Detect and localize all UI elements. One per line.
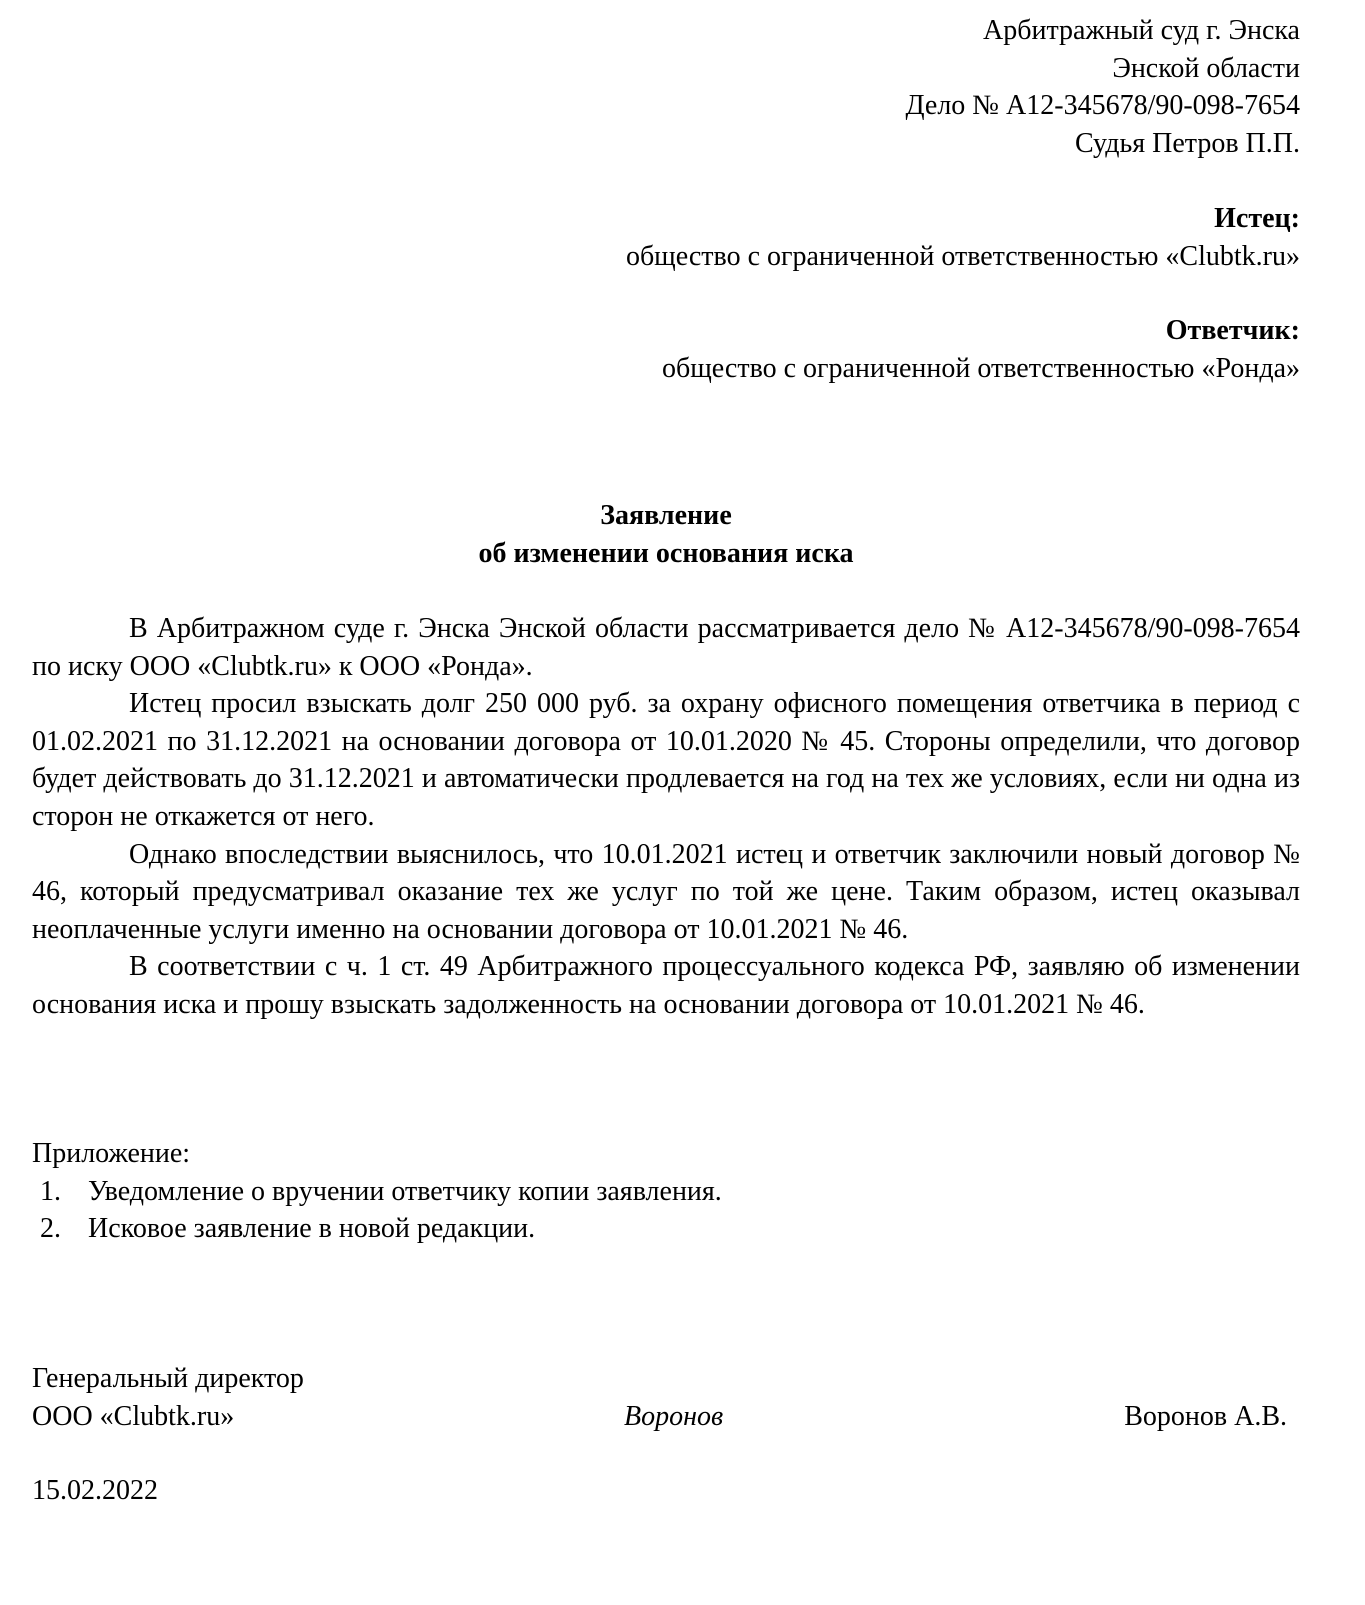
- case-number: Дело № А12-345678/90-098-7654: [905, 90, 1300, 122]
- list-item: [32, 1173, 722, 1211]
- defendant-label: Ответчик:: [1165, 315, 1300, 346]
- document-date: 15.02.2022: [32, 1475, 158, 1506]
- signer-name: Воронов А.В.: [1124, 1401, 1287, 1432]
- signer-position: Генеральный директор: [32, 1363, 304, 1394]
- paragraph: В Арбитражном суде г. Энска Энской области рассматривается дело № А12-345678/90-098-7654 по иску ООО «Clubtk.ru» к ООО «Ронда».: [32, 613, 1300, 682]
- document-title: [0, 497, 1332, 572]
- signer-company: ООО «Clubtk.ru»: [32, 1401, 235, 1432]
- title-line-1: Заявление: [600, 500, 732, 531]
- defendant-block: [662, 312, 1300, 387]
- court-region: Энской области: [1112, 52, 1300, 84]
- court-header: [905, 12, 1300, 162]
- handwritten-signature: Воронов: [624, 1401, 724, 1432]
- plaintiff-label: Истец:: [1214, 203, 1300, 234]
- judge-name: Судья Петров П.П.: [1075, 127, 1300, 159]
- list-text: Уведомление о вручении ответчику копии заявления.: [88, 1175, 722, 1207]
- title-line-2: об изменении основания иска: [478, 537, 854, 569]
- document-body: [32, 610, 1300, 1024]
- plaintiff-block: [626, 200, 1300, 275]
- list-number: 1.: [40, 1175, 61, 1207]
- plaintiff-name: общество с ограниченной ответственностью «Clubtk.ru»: [625, 240, 1300, 272]
- paragraph: Истец просил взыскать долг 250 000 руб. за охрану офисного помещения ответчика в период с 01.02.2021 по 31.12.2021 на основании договора от 10.01.2020 № 45. Стороны определили, что договор будет действовать до 31.12.2021 и автоматически продлевается на год на тех же условиях, если ни одна из сторон не откажется от него.: [32, 688, 1300, 832]
- list-item: [32, 1210, 722, 1248]
- list-number: 2.: [40, 1213, 61, 1245]
- court-name: Арбитражный суд г. Энска: [983, 15, 1300, 46]
- attachments: [32, 1135, 722, 1248]
- attachments-label: Приложение:: [32, 1138, 191, 1169]
- paragraph: В соответствии с ч. 1 ст. 49 Арбитражного процессуального кодекса РФ, заявляю об изменении основания иска и прошу взыскать задолженность на основании договора от 10.01.2021 № 46.: [32, 951, 1300, 1020]
- paragraph: Однако впоследствии выяснилось, что 10.01.2021 истец и ответчик заключили новый договор № 46, который предусматривал оказание тех же услуг по той же цене. Таким образом, истец оказывал неоплаченные услуги именно на основании договора от 10.01.2021 № 46.: [32, 838, 1300, 945]
- defendant-name: общество с ограниченной ответственностью «Ронда»: [661, 352, 1300, 384]
- list-text: Исковое заявление в новой редакции.: [88, 1213, 536, 1245]
